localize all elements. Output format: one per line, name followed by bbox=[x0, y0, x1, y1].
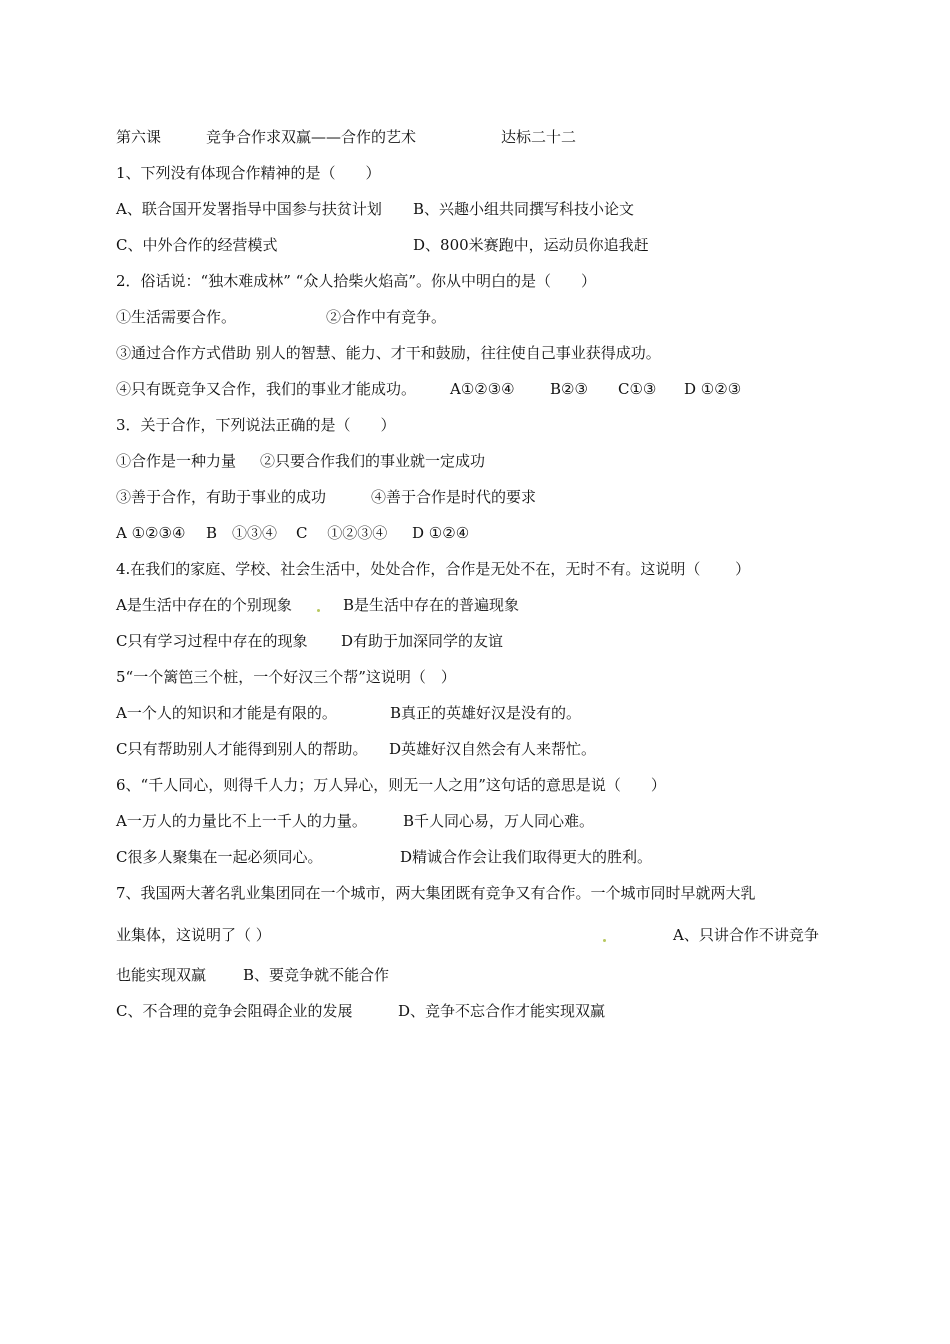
q7-option-c: C、不合理的竞争会阻碍企业的发展 bbox=[116, 1002, 353, 1020]
q3-option-a: A ①②③④ bbox=[116, 524, 186, 542]
q6-option-d: D精诚合作会让我们取得更大的胜利。 bbox=[400, 848, 653, 866]
q5-option-a: A一个人的知识和才能是有限的。 bbox=[116, 704, 337, 722]
q2-statement-1: ①生活需要合作。 bbox=[116, 308, 237, 326]
q7-option-b: B、要竞争就不能合作 bbox=[243, 966, 390, 984]
q1-option-a: A、联合国开发署指导中国参与扶贫计划 bbox=[116, 200, 382, 218]
marker-dot bbox=[602, 925, 607, 945]
q2-statement-4: ④只有既竞争又合作，我们的事业才能成功。 bbox=[116, 380, 417, 398]
exercise-set: 达标二十二 bbox=[501, 128, 577, 146]
lesson-number: 第六课 bbox=[116, 128, 162, 146]
q3-stem-text: 3．关于合作，下列说法正确的是（ ） bbox=[116, 416, 396, 434]
q3-option-c: C ①②③④ bbox=[296, 524, 388, 542]
q2-option-d: D ①②③ bbox=[684, 380, 742, 398]
q7-option-a-part2: 也能实现双赢 bbox=[116, 966, 207, 984]
q4-option-c: C只有学习过程中存在的现象 bbox=[116, 632, 308, 650]
q2-stem-text: 2．俗话说：“独木难成林” “众人拾柴火焰高”。你从中明白的是（ ） bbox=[116, 272, 596, 290]
q5-option-d: D英雄好汉自然会有人来帮忙。 bbox=[389, 740, 597, 758]
q7-option-a-part1: A、只讲合作不讲竞争 bbox=[673, 926, 819, 944]
q1-option-b: B、兴趣小组共同撰写科技小论文 bbox=[413, 200, 635, 218]
q1-stem-text: 1、下列没有体现合作精神的是（ ） bbox=[116, 164, 381, 182]
q2-statement-2: ②合作中有竞争。 bbox=[326, 308, 447, 326]
q4-option-d: D有助于加深同学的友谊 bbox=[341, 632, 504, 650]
q5-stem-text: 5“一个篱笆三个桩，一个好汉三个帮”这说明（ ） bbox=[116, 668, 456, 686]
q5-option-b: B真正的英雄好汉是没有的。 bbox=[390, 704, 582, 722]
q2-statement-3: ③通过合作方式借助 别人的智慧、能力、才干和鼓励，往往使自己事业获得成功。 bbox=[116, 344, 661, 362]
q6-option-c: C很多人聚集在一起必须同心。 bbox=[116, 848, 323, 866]
q1-option-c: C、中外合作的经营模式 bbox=[116, 236, 278, 254]
q3-statement-2: ②只要合作我们的事业就一定成功 bbox=[260, 452, 486, 470]
marker-dot bbox=[316, 595, 321, 615]
q3-statement-3: ③善于合作，有助于事业的成功 bbox=[116, 488, 327, 506]
q6-option-b: B千人同心易，万人同心难。 bbox=[403, 812, 595, 830]
q6-stem-text: 6、“千人同心，则得千人力；万人异心，则无一人之用”这句话的意思是说（ ） bbox=[116, 776, 666, 794]
q7-stem-text-2: 业集体，这说明了（ ） bbox=[116, 926, 271, 944]
q2-option-c: C①③ bbox=[618, 380, 657, 398]
q3-option-b: B ①③④ bbox=[206, 524, 278, 542]
q1-option-d: D、800米赛跑中，运动员你追我赶 bbox=[413, 236, 649, 254]
q4-stem-text: 4.在我们的家庭、学校、社会生活中，处处合作，合作是无处不在，无时不有。这说明（ ） bbox=[116, 560, 751, 578]
q7-stem-text-1: 7、我国两大著名乳业集团同在一个城市，两大集团既有竞争又有合作。一个城市同时早就两大乳 bbox=[116, 884, 756, 902]
q4-option-a: A是生活中存在的个别现象 bbox=[116, 596, 292, 614]
q2-option-a: A①②③④ bbox=[450, 380, 515, 398]
q5-option-c: C只有帮助别人才能得到别人的帮助。 bbox=[116, 740, 368, 758]
q6-option-a: A一万人的力量比不上一千人的力量。 bbox=[116, 812, 367, 830]
q3-statement-1: ①合作是一种力量 bbox=[116, 452, 237, 470]
q3-statement-4: ④善于合作是时代的要求 bbox=[371, 488, 537, 506]
lesson-topic: 竞争合作求双赢——合作的艺术 bbox=[206, 128, 417, 146]
q4-option-b: B是生活中存在的普遍现象 bbox=[343, 596, 520, 614]
q2-option-b: B②③ bbox=[550, 380, 588, 398]
q3-option-d: D ①②④ bbox=[412, 524, 470, 542]
q7-option-d: D、竞争不忘合作才能实现双赢 bbox=[398, 1002, 606, 1020]
